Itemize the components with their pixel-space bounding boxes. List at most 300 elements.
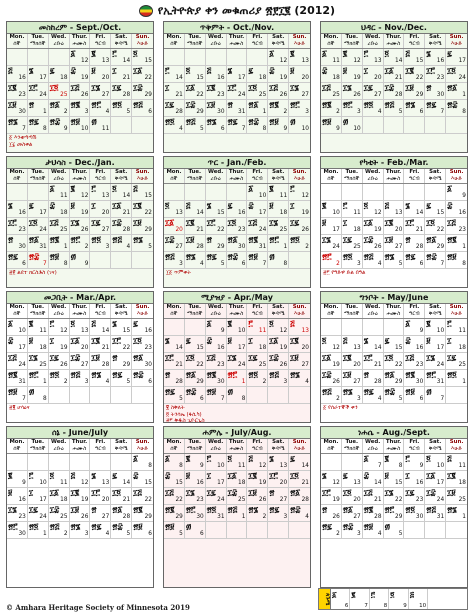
day-cell — [425, 522, 446, 539]
ethiopian-day-number: ፲፪ — [8, 83, 17, 92]
ethiopian-day-number: ፫ — [342, 201, 348, 210]
ethiopian-day-number: ፳፬ — [28, 522, 39, 531]
day-cell — [132, 454, 153, 471]
day-cell — [384, 505, 405, 522]
ethiopian-day-number: ፰ — [447, 201, 453, 210]
weekday-header-row — [7, 169, 153, 184]
weekday-label — [247, 34, 268, 48]
gregorian-day-number: 28 — [101, 362, 110, 368]
gregorian-day-number: 16 — [436, 58, 445, 64]
gregorian-day-number: 29 — [175, 514, 183, 520]
ethiopian-day-number: ፳፱ — [269, 117, 279, 126]
gregorian-day-number: 28 — [122, 227, 131, 233]
ethiopian-day-number: ፲፱ — [447, 488, 456, 497]
day-cell — [363, 235, 384, 252]
gregorian-day-number: 29 — [144, 227, 152, 233]
day-cell — [289, 319, 310, 336]
day-cell — [7, 454, 28, 471]
weekday-amharic: ረቡዕ — [210, 41, 221, 47]
gregorian-day-number: 24 — [39, 514, 47, 520]
ethiopian-day-number: ፲፬ — [342, 488, 352, 497]
pagume-days — [331, 589, 467, 609]
weekday-label — [206, 304, 227, 318]
day-cell — [7, 117, 28, 134]
ethiopian-day-number: ፳፩ — [426, 235, 437, 244]
day-cell — [164, 319, 185, 336]
ethiopian-day-number: ፱ — [91, 66, 96, 75]
gregorian-day-number: 31 — [436, 379, 445, 385]
month-panel — [6, 426, 154, 588]
gregorian-day-number: 14 — [415, 210, 424, 216]
gregorian-day-number: 24 — [217, 497, 225, 503]
weekday-amharic: ዓርብ — [95, 41, 106, 47]
gregorian-day-number: 2 — [63, 531, 68, 537]
gregorian-day-number: 3 — [357, 109, 361, 115]
day-cell — [384, 522, 405, 539]
gregorian-day-number: 10 — [436, 328, 445, 334]
weekday-english: Fri. — [95, 304, 106, 310]
ethiopian-day-number: ፳፭ — [133, 100, 143, 109]
weekday-label — [28, 34, 49, 48]
gregorian-day-number: 24 — [332, 244, 340, 250]
ethiopian-day-number: ፩ — [332, 590, 337, 599]
ethiopian-day-number: ፲ — [248, 336, 253, 345]
ethiopian-day-number: ፲፭ — [49, 218, 59, 227]
weekday-label — [206, 169, 227, 183]
gregorian-day-number: 7 — [440, 396, 445, 402]
weekday-label — [363, 34, 384, 48]
ethiopian-day-number: ፳፰ — [384, 387, 395, 396]
gregorian-day-number: 23 — [144, 345, 152, 351]
gregorian-day-number: 1 — [283, 244, 288, 250]
ethiopian-day-number: ፳፰ — [342, 522, 354, 531]
gregorian-day-number: 17 — [39, 75, 47, 81]
day-cell — [111, 49, 132, 66]
gregorian-day-number: 17 — [39, 497, 47, 503]
gregorian-day-number: 6 — [148, 379, 152, 385]
ethiopian-day-number: ፬ — [165, 201, 170, 210]
gregorian-day-number: 9 — [462, 193, 466, 199]
ethiopian-day-number: ፳፬ — [91, 235, 102, 244]
ethiopian-day-number: ፲፮ — [28, 353, 38, 362]
gregorian-day-number: 23 — [217, 92, 225, 98]
gregorian-day-number: 18 — [60, 75, 68, 81]
gregorian-day-number: 23 — [436, 75, 445, 81]
day-cell — [7, 218, 28, 235]
weekday-amharic: ረቡዕ — [210, 176, 221, 182]
ethiopian-day-number: ፲፫ — [227, 83, 237, 92]
gregorian-day-number: 25 — [458, 497, 466, 503]
ethiopian-day-number: ፰ — [165, 471, 171, 480]
ethiopian-day-number: ፳፱ — [447, 252, 457, 261]
day-cell — [268, 353, 289, 370]
ethiopian-day-number: ፲፩ — [363, 218, 373, 227]
day-cell — [164, 488, 185, 505]
gregorian-day-number: 11 — [458, 328, 466, 334]
gregorian-day-number: 3 — [283, 514, 288, 520]
gregorian-day-number: 16 — [217, 75, 225, 81]
ethiopian-day-number: ፲፫ — [28, 83, 38, 92]
day-cell — [247, 117, 268, 134]
gregorian-day-number: 19 — [258, 480, 267, 486]
ethiopian-day-number: ፳፩ — [28, 235, 39, 244]
weekday-english: Wed. — [50, 439, 67, 445]
gregorian-day-number: 7 — [241, 126, 246, 132]
gregorian-day-number: 26 — [81, 92, 89, 98]
ethiopian-day-number: ፲፱ — [70, 505, 80, 514]
day-cell — [7, 49, 28, 66]
gregorian-day-number: 5 — [398, 109, 403, 115]
day-cell — [90, 505, 111, 522]
weekday-label — [185, 439, 206, 453]
day-cell — [185, 387, 206, 404]
holiday-notes — [321, 269, 467, 278]
weekday-label — [70, 34, 91, 48]
ethiopian-day-number: ፴ — [342, 117, 349, 126]
gregorian-day-number: 1 — [63, 244, 68, 250]
day-cell — [425, 184, 446, 201]
month-header: ህዳር - Nov./Dec. — [321, 22, 467, 34]
weekday-english: Tue. — [188, 304, 202, 310]
gregorian-day-number: 9 — [200, 463, 204, 469]
ethiopian-day-number: ፳ — [91, 505, 97, 514]
ethiopian-day-number: ፲፭ — [248, 218, 258, 227]
ethiopian-day-number: ፳፱ — [248, 252, 258, 261]
day-cell — [363, 353, 384, 370]
weekday-label — [227, 304, 248, 318]
day-cell — [342, 353, 363, 370]
gregorian-day-number: 20 — [395, 227, 403, 233]
day-cell — [342, 117, 363, 134]
ethiopian-day-number: ፯ — [227, 201, 233, 210]
day-cell — [28, 387, 49, 404]
day-cell — [206, 505, 227, 522]
ethiopian-day-number: ፰ — [248, 201, 254, 210]
weekday-english: Wed. — [50, 304, 67, 310]
weekday-english: Sat. — [272, 34, 285, 40]
weekday-amharic: ዓርብ — [409, 446, 420, 452]
gregorian-day-number: 17 — [458, 58, 466, 64]
weekday-english: Tue. — [31, 169, 45, 175]
gregorian-day-number: 1 — [462, 92, 466, 98]
weekday-amharic: ዓርብ — [409, 41, 420, 47]
day-cell — [49, 336, 70, 353]
ethiopian-day-number: ፲፯ — [342, 235, 352, 244]
holiday-note: ፳፫ ቅዱስ ጊዮርጊስ — [166, 418, 205, 423]
day-cell — [185, 117, 206, 134]
day-cell — [7, 387, 28, 404]
ethiopian-day-number: ፫ — [165, 66, 170, 75]
weekday-label — [49, 304, 70, 318]
weekday-english: Wed. — [50, 169, 67, 175]
gregorian-day-number: 29 — [395, 379, 403, 385]
gregorian-day-number: 3 — [357, 396, 361, 402]
day-cell — [7, 522, 28, 539]
gregorian-day-number: 27 — [374, 92, 382, 98]
day-cell — [268, 387, 289, 404]
ethiopian-day-number: ፭ — [384, 201, 390, 210]
day-cell — [425, 471, 446, 488]
weekday-header-row — [7, 439, 153, 454]
ethiopian-day-number: ፴ — [70, 252, 76, 261]
ethiopian-day-number: ፳፭ — [112, 235, 123, 244]
ethiopian-day-number: ፴ — [426, 387, 432, 396]
weekday-english: Sun. — [135, 34, 150, 40]
ethiopian-day-number: ፳፫ — [322, 252, 332, 261]
gregorian-day-number: 21 — [374, 362, 382, 368]
ethiopian-day-number: ፲፬ — [28, 218, 38, 227]
gregorian-day-number: 11 — [101, 126, 110, 132]
weekday-amharic: እሁድ — [137, 176, 149, 182]
ethiopian-day-number: ፱ — [269, 201, 274, 210]
day-cell — [363, 201, 384, 218]
day-cell — [28, 471, 49, 488]
gregorian-day-number: 24 — [458, 75, 466, 81]
gregorian-day-number: 10 — [18, 328, 26, 334]
ethiopian-day-number: ፲፯ — [248, 353, 258, 362]
gregorian-day-number: 12 — [258, 463, 267, 469]
weekday-amharic: ሰኞ — [170, 41, 178, 47]
ethiopian-day-number: ፳፮ — [70, 522, 81, 531]
ethiopian-day-number: ፮ — [206, 201, 212, 210]
gregorian-day-number: 28 — [374, 514, 382, 520]
ethiopian-day-number: ፩ — [363, 454, 369, 463]
ethiopian-day-number: ፲፩ — [70, 336, 80, 345]
gregorian-day-number: 8 — [462, 261, 466, 267]
gregorian-day-number: 25 — [258, 362, 267, 368]
gregorian-day-number: 24 — [238, 92, 246, 98]
gregorian-day-number: 27 — [279, 497, 288, 503]
gregorian-day-number: 2 — [262, 379, 267, 385]
day-cell — [289, 49, 310, 66]
ethiopian-day-number: ፲፬ — [426, 218, 435, 227]
gregorian-day-number: 15 — [144, 58, 152, 64]
weekday-header-row — [321, 169, 467, 184]
gregorian-day-number: 12 — [81, 193, 89, 199]
gregorian-day-number: 13 — [395, 210, 403, 216]
day-cell — [49, 252, 70, 269]
gregorian-day-number: 30 — [18, 531, 26, 537]
day-cell — [132, 66, 153, 83]
gregorian-day-number: 28 — [374, 379, 382, 385]
weekday-amharic: ቅዳሜ — [114, 446, 128, 452]
ethiopian-day-number: ፳፮ — [133, 235, 143, 244]
ethiopian-day-number: ፳፯ — [269, 505, 280, 514]
day-cell — [49, 83, 70, 100]
day-cell — [185, 100, 206, 117]
day-cell — [90, 100, 111, 117]
ethiopian-day-number: ፲፱ — [405, 83, 414, 92]
day-cell — [247, 522, 268, 539]
day-cell — [7, 488, 28, 505]
gregorian-day-number: 12 — [279, 328, 288, 334]
gregorian-day-number: 13 — [301, 58, 309, 64]
ethiopian-day-number: ፰ — [8, 336, 14, 345]
ethiopian-day-number: ፮ — [363, 336, 369, 345]
weekday-header-row — [7, 304, 153, 319]
gregorian-day-number: 14 — [395, 58, 403, 64]
gregorian-day-number: 23 — [415, 497, 424, 503]
ethiopian-day-number: ፳፪ — [70, 100, 81, 109]
day-cell — [289, 252, 310, 269]
gregorian-day-number: 20 — [101, 210, 110, 216]
ethiopian-day-number: ፯ — [49, 66, 55, 75]
weekday-amharic: ረቡዕ — [53, 41, 64, 47]
gregorian-day-number: 10 — [419, 603, 427, 609]
ethiopian-day-number: ፫ — [447, 319, 452, 328]
day-cell — [268, 117, 289, 134]
weekday-amharic: ረቡዕ — [367, 446, 378, 452]
ethiopian-day-number: ፯ — [248, 66, 254, 75]
weekday-english: Fri. — [252, 169, 263, 175]
day-cell — [132, 218, 153, 235]
weekday-amharic: ማክሰኞ — [186, 311, 203, 317]
holiday-note: ፩ የሰራተኞች ቀን — [323, 405, 358, 411]
day-cell — [404, 184, 425, 201]
ethiopian-day-number: ፳፭ — [165, 252, 175, 261]
weekday-amharic: ረቡዕ — [53, 311, 64, 317]
day-cell — [164, 454, 185, 471]
gregorian-day-number: 19 — [301, 210, 309, 216]
gregorian-day-number: 28 — [175, 109, 183, 115]
ethiopian-day-number: ፳ — [227, 100, 233, 109]
day-cell — [132, 83, 153, 100]
month-panel — [320, 426, 468, 588]
gregorian-day-number: 4 — [377, 261, 382, 267]
ethiopian-day-number: ፭ — [290, 319, 295, 328]
gregorian-day-number: 24 — [436, 497, 445, 503]
weekday-english: Thur. — [228, 34, 245, 40]
weekday-label — [7, 304, 28, 318]
gregorian-day-number: 8 — [148, 463, 152, 469]
gregorian-day-number: 4 — [305, 514, 309, 520]
gregorian-day-number: 10 — [39, 480, 47, 486]
day-cell — [90, 201, 111, 218]
gregorian-day-number: 1 — [462, 514, 466, 520]
weekday-english: Mon. — [166, 34, 182, 40]
ethiopian-day-number: ፳፪ — [165, 505, 175, 514]
day-cell — [185, 83, 206, 100]
day-cell — [206, 522, 227, 539]
ethiopian-day-number: ፳፯ — [165, 387, 176, 396]
day-cell — [425, 201, 446, 218]
day-cell — [247, 387, 268, 404]
day-cell — [321, 184, 342, 201]
ethiopian-day-number: ፮ — [322, 471, 327, 480]
day-cell — [404, 454, 425, 471]
day-cell — [446, 49, 467, 66]
weekday-amharic: ሰኞ — [327, 176, 335, 182]
day-cell — [70, 252, 91, 269]
day-grid — [321, 454, 467, 539]
weekday-english: Thur. — [385, 34, 402, 40]
weekday-amharic: ሐሙስ — [72, 446, 87, 452]
day-cell — [384, 252, 405, 269]
day-cell — [164, 100, 185, 117]
ethiopian-day-number: ፲፬ — [112, 488, 121, 497]
gregorian-day-number: 16 — [238, 210, 246, 216]
weekday-english: Mon. — [166, 304, 182, 310]
gregorian-day-number: 25 — [458, 362, 466, 368]
month-header: ነሐሴ - Aug./Sept. — [321, 427, 467, 439]
ethiopian-day-number: ፳፫ — [227, 370, 238, 379]
day-cell — [247, 66, 268, 83]
day-cell — [70, 184, 91, 201]
pagume-box — [318, 588, 468, 610]
day-cell — [206, 83, 227, 100]
ethiopian-day-number: ፬ — [363, 201, 369, 210]
gregorian-day-number: 5 — [126, 109, 131, 115]
gregorian-day-number: 22 — [196, 92, 204, 98]
gregorian-day-number: 19 — [81, 497, 89, 503]
day-cell — [164, 184, 185, 201]
day-cell — [49, 117, 70, 134]
day-cell — [185, 353, 206, 370]
gregorian-day-number: 26 — [279, 362, 288, 368]
day-cell — [227, 353, 248, 370]
gregorian-day-number: 9 — [84, 261, 89, 267]
ethiopian-day-number: ፳፩ — [447, 83, 458, 92]
day-cell — [49, 454, 70, 471]
ethiopian-day-number: ፳፬ — [165, 117, 175, 126]
ethiopian-day-number: ፲፫ — [91, 488, 101, 497]
ethiopian-day-number: ፳፫ — [384, 505, 395, 514]
weekday-label — [342, 439, 363, 453]
gregorian-day-number: 30 — [415, 379, 424, 385]
gregorian-day-number: 6 — [22, 261, 26, 267]
ethiopian-day-number: ፲፰ — [384, 83, 395, 92]
gregorian-day-number: 3 — [283, 379, 288, 385]
day-cell — [404, 218, 425, 235]
weekday-amharic: እሁድ — [137, 311, 149, 317]
gregorian-day-number: 29 — [196, 109, 204, 115]
gregorian-day-number: 18 — [458, 480, 466, 486]
day-cell — [132, 184, 153, 201]
gregorian-day-number: 16 — [18, 497, 26, 503]
gregorian-day-number: 8 — [262, 126, 267, 132]
gregorian-day-number: 16 — [196, 480, 204, 486]
weekday-english: Tue. — [345, 439, 359, 445]
day-cell — [132, 100, 153, 117]
ethiopian-day-number: ፳፯ — [227, 117, 238, 126]
weekday-english: Thur. — [71, 439, 88, 445]
day-cell — [425, 353, 446, 370]
day-cell — [363, 184, 384, 201]
ethiopian-day-number: ፳፱ — [363, 522, 374, 531]
weekday-amharic: ሐሙስ — [72, 176, 87, 182]
ethiopian-day-number: ፳፬ — [206, 505, 217, 514]
gregorian-day-number: 7 — [377, 463, 382, 469]
day-cell — [321, 66, 342, 83]
gregorian-day-number: 20 — [301, 75, 309, 81]
gregorian-day-number: 30 — [436, 92, 445, 98]
day-cell — [185, 252, 206, 269]
weekday-english: Wed. — [364, 304, 381, 310]
day-cell — [227, 454, 248, 471]
weekday-label — [342, 304, 363, 318]
ethiopian-day-number: ፰ — [405, 336, 411, 345]
day-cell — [446, 201, 467, 218]
weekday-label — [164, 304, 185, 318]
day-cell — [70, 353, 91, 370]
gregorian-day-number: 26 — [60, 362, 68, 368]
day-cell — [342, 66, 363, 83]
holiday-notes — [7, 269, 153, 278]
day-cell — [111, 66, 132, 83]
day-cell — [268, 201, 289, 218]
ethiopian-day-number: ፮ — [227, 66, 233, 75]
ethiopian-day-number: ፮ — [165, 336, 170, 345]
